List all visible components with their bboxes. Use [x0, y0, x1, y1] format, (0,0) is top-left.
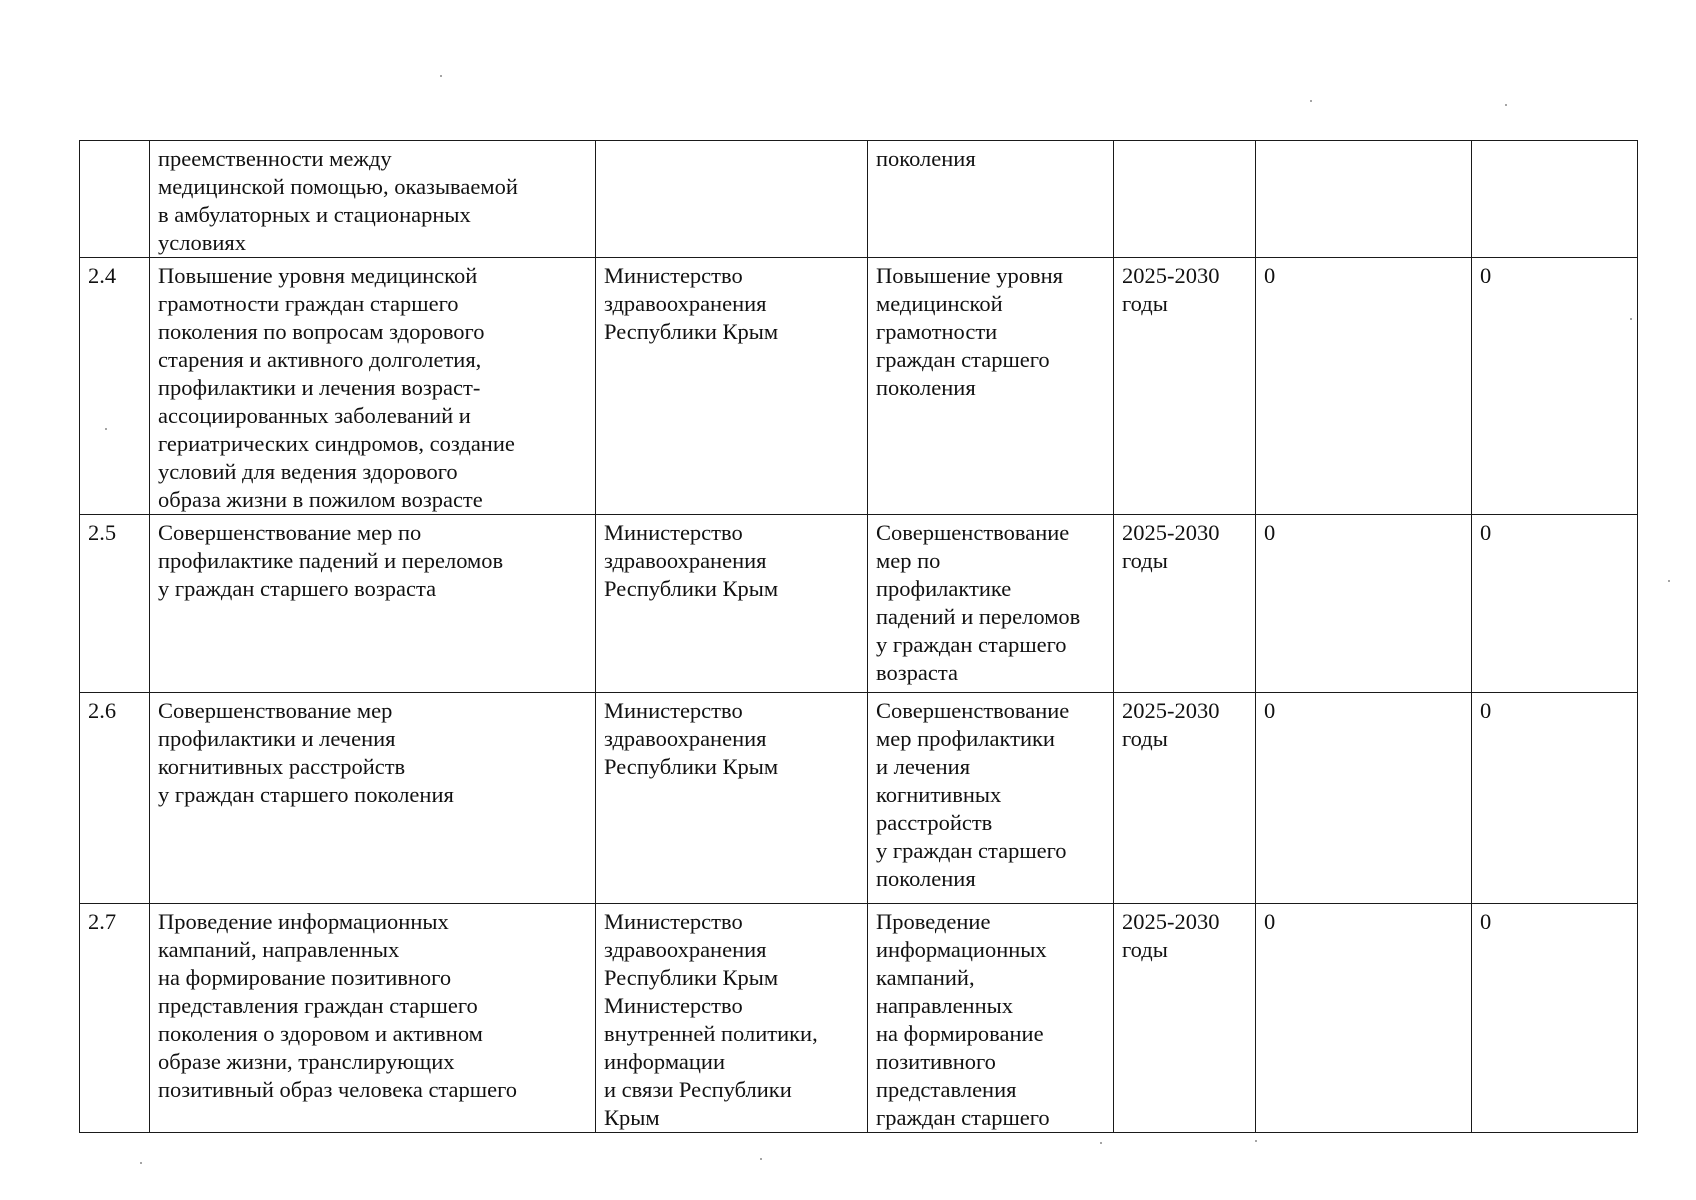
executor-cell: Министерство здравоохранения Республики Крым Министерство внутренней политики, информации и связи Республики Крым — [596, 904, 868, 1133]
executor-cell: Министерство здравоохранения Республики Крым — [596, 515, 868, 693]
table-row — [80, 904, 1638, 1133]
measure-name-cell: Совершенствование мер по профилактике падений и переломов у граждан старшего возраста — [150, 515, 596, 693]
value-cell: 0 — [1256, 258, 1472, 515]
value-cell: 0 — [1472, 693, 1638, 904]
period-cell — [1114, 141, 1256, 258]
measure-name-cell: Повышение уровня медицинской грамотности граждан старшего поколения по вопросам здорового старения и активного долголетия, профилактики и лечения возраст- ассоциированных заболеваний и гериатрических синдромов, создание условий для ведения здорового образа жизни в пожилом возрасте — [150, 258, 596, 515]
period-cell: 2025-2030 годы — [1114, 693, 1256, 904]
table-row — [80, 693, 1638, 904]
executor-cell: Министерство здравоохранения Республики Крым — [596, 693, 868, 904]
value-cell: 0 — [1472, 515, 1638, 693]
scan-speck — [1100, 1142, 1102, 1144]
row-number-cell: 2.4 — [80, 258, 150, 515]
row-number-cell: 2.5 — [80, 515, 150, 693]
value-cell — [1472, 141, 1638, 258]
expected-result-cell: Совершенствование мер по профилактике падений и переломов у граждан старшего возраста — [868, 515, 1114, 693]
value-cell: 0 — [1256, 515, 1472, 693]
table-row — [80, 515, 1638, 693]
scan-speck — [760, 1158, 762, 1160]
scan-speck — [1630, 318, 1632, 320]
measure-name-cell: Совершенствование мер профилактики и лечения когнитивных расстройств у граждан старшего поколения — [150, 693, 596, 904]
value-cell — [1256, 141, 1472, 258]
scan-speck — [1310, 100, 1312, 102]
measure-name-cell: преемственности между медицинской помощью, оказываемой в амбулаторных и стационарных условиях — [150, 141, 596, 258]
value-cell: 0 — [1256, 904, 1472, 1133]
table-row — [80, 141, 1638, 258]
expected-result-cell: поколения — [868, 141, 1114, 258]
scan-speck — [140, 1162, 142, 1164]
value-cell: 0 — [1256, 693, 1472, 904]
period-cell: 2025-2030 годы — [1114, 904, 1256, 1133]
expected-result-cell: Совершенствование мер профилактики и лечения когнитивных расстройств у граждан старшего поколения — [868, 693, 1114, 904]
executor-cell: Министерство здравоохранения Республики Крым — [596, 258, 868, 515]
measures-table — [79, 140, 1638, 1133]
scan-speck — [1505, 104, 1507, 106]
value-cell: 0 — [1472, 258, 1638, 515]
expected-result-cell: Повышение уровня медицинской грамотности граждан старшего поколения — [868, 258, 1114, 515]
table-row — [80, 258, 1638, 515]
executor-cell — [596, 141, 868, 258]
period-cell: 2025-2030 годы — [1114, 515, 1256, 693]
row-number-cell: 2.6 — [80, 693, 150, 904]
expected-result-cell: Проведение информационных кампаний, направленных на формирование позитивного представления граждан старшего — [868, 904, 1114, 1133]
value-cell: 0 — [1472, 904, 1638, 1133]
measure-name-cell: Проведение информационных кампаний, направленных на формирование позитивного представления граждан старшего поколения о здоровом и активном образе жизни, транслирующих позитивный образ человека старшего — [150, 904, 596, 1133]
scan-speck — [1668, 580, 1670, 582]
period-cell: 2025-2030 годы — [1114, 258, 1256, 515]
row-number-cell — [80, 141, 150, 258]
scan-speck — [105, 428, 107, 430]
row-number-cell: 2.7 — [80, 904, 150, 1133]
scan-speck — [1255, 1140, 1257, 1142]
scan-speck — [440, 75, 442, 77]
